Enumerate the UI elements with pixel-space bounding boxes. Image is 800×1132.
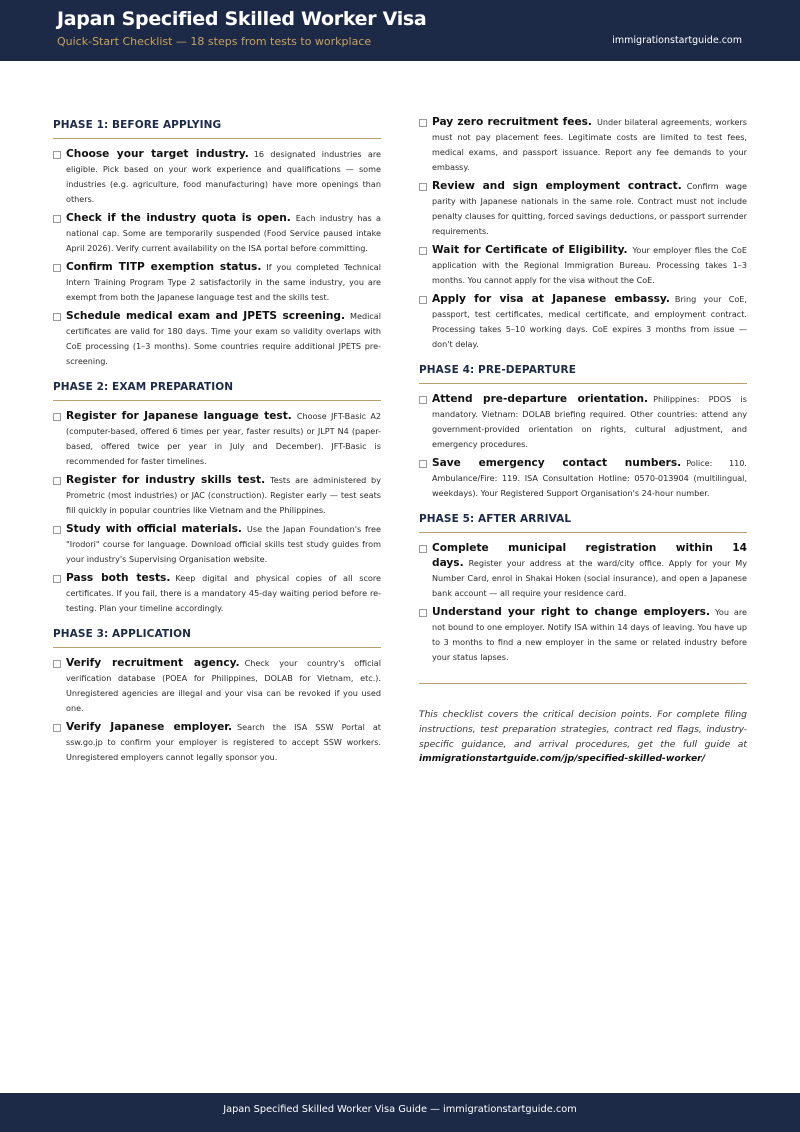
checkbox[interactable] [419,247,427,255]
left-column [53,111,381,769]
checklist-item [419,292,747,352]
item-title: Understand your right to change employers. [432,606,711,618]
note-text: This checklist covers the critical decision points. For complete filing instructions, test preparation strategies, contract red flags, industry-specific guidance, and arrival procedures, get the full guide at [419,709,747,750]
checkbox[interactable] [419,119,427,127]
checkbox[interactable] [53,151,61,159]
checklist-item [53,473,381,518]
guide-link[interactable]: immigrationstartguide.com/jp/specified-skilled-worker/ [419,753,706,765]
page-title: Japan Specified Skilled Worker Visa [57,8,427,30]
checkbox[interactable] [53,215,61,223]
phase-5-heading: PHASE 5: AFTER ARRIVAL [419,505,747,533]
checkbox[interactable] [53,660,61,668]
item-text: Check your country's official verification database (POEA for Philippines, DOLAB for Vietnam, etc.). Unregistered agencies are illegal and your visa can be revoked if you used one. [66,658,381,713]
checklist-item [53,309,381,369]
checkbox[interactable] [53,724,61,732]
checklist-item [419,541,747,601]
item-text: If you completed Technical Intern Training Program Type 2 satisfactorily in the same industry, you are exempt from both the Japanese language test and the skills test. [66,262,382,302]
checkbox[interactable] [419,296,427,304]
page-footer [0,1093,800,1132]
checklist-item [53,522,381,567]
item-text: Confirm wage parity with Japanese nationals in the same role. Contract must not include penalty clauses for quitting, forced savings deductions, or passport surrender requirements. [432,181,748,236]
item-text: Bring your CoE, passport, test certificates, medical certificate, and employment contract. Processing takes 5–10 working days. CoE expires 3 months from issue — don't delay. [432,294,747,349]
phase-2-heading: PHASE 2: EXAM PREPARATION [53,373,381,401]
page-header [0,0,800,61]
checkbox[interactable] [419,609,427,617]
item-title: Verify recruitment agency. [66,657,240,669]
item-text: Register your address at the ward/city office. Apply for your My Number Card, enrol in Shakai Hoken (social insurance), and open a Japanese bank account — all require your residence card. [432,558,747,598]
item-title: Study with official materials. [66,523,242,535]
closing-note [419,708,747,767]
item-title: Save emergency contact numbers. [432,457,682,469]
item-text: Under bilateral agreements, workers must not pay placement fees. Legitimate costs are limited to test fees, medical exams, and passport issuance. Report any fee demands to your embassy. [432,117,747,172]
checklist-item [53,409,381,469]
phase-1-heading: PHASE 1: BEFORE APPLYING [53,111,381,139]
page-subtitle: Quick-Start Checklist — 18 steps from tests to workplace [57,35,372,48]
item-title: Pay zero recruitment fees. [432,116,592,128]
checklist-item [53,720,381,765]
item-text: Tests are administered by Prometric (most industries) or JAC (construction). Register early — test seats fill quickly in popular countries like Vietnam and the Philippines. [66,475,381,515]
checkbox[interactable] [53,575,61,583]
item-title: Wait for Certificate of Eligibility. [432,244,628,256]
checkbox[interactable] [419,183,427,191]
item-title: Review and sign employment contract. [432,180,682,192]
item-title: Register for industry skills test. [66,474,266,486]
item-text: You are not bound to one employer. Notify ISA within 14 days of leaving. You have up to 3 months to find a new employer in the same or related industry before your status lapses. [432,607,747,662]
checkbox[interactable] [419,396,427,404]
item-title: Check if the industry quota is open. [66,212,291,224]
item-title: Pass both tests. [66,572,171,584]
item-title: Complete municipal registration within 14 days. [432,542,747,569]
item-text: Choose JFT-Basic A2 (computer-based, offered 6 times per year, faster results) or JLPT N4 (paper-based, offered twice per year in July and December). JFT-Basic is recommended for faster timelines. [66,411,382,466]
checklist-item [53,260,381,305]
checklist-item [419,115,747,175]
phase-3-heading: PHASE 3: APPLICATION [53,620,381,648]
checklist-item [419,243,747,288]
note-divider [419,683,747,684]
item-text: Police: 110. Ambulance/Fire: 119. ISA Consultation Hotline: 0570-013904 (multilingual, weekdays). Your Registered Support Organisation's 24-hour number. [432,458,747,498]
checklist-item [419,392,747,452]
checklist-item [53,571,381,616]
phase-4-heading: PHASE 4: PRE-DEPARTURE [419,356,747,384]
item-text: 16 designated industries are eligible. Pick based on your work experience and qualifications — some industries (e.g. agriculture, food manufacturing) have more openings than others. [66,149,382,204]
checkbox[interactable] [419,545,427,553]
checkbox[interactable] [53,264,61,272]
item-title: Schedule medical exam and JPETS screening. [66,310,345,322]
item-text: Philippines: PDOS is mandatory. Vietnam: DOLAB briefing required. Other countries: attend any government-provided orientation on rights, cultural adjustment, and emergency procedures. [432,394,747,449]
checkbox[interactable] [53,526,61,534]
item-title: Verify Japanese employer. [66,721,232,733]
footer-text: Japan Specified Skilled Worker Visa Guide — immigrationstartguide.com [223,1104,577,1115]
item-title: Apply for visa at Japanese embassy. [432,293,670,305]
item-text: Search the ISA SSW Portal at ssw.go.jp to confirm your employer is registered to accept SSW workers. Unregistered employers cannot legally sponsor you. [66,722,381,762]
checklist-item [53,147,381,207]
header-site-link[interactable]: immigrationstartguide.com [612,35,742,46]
item-text: Medical certificates are valid for 180 days. Time your exam so validity overlaps with CoE processing (1–3 months). Some countries require additional JPETS pre-screening. [66,311,381,366]
checklist-item [419,605,747,665]
checkbox[interactable] [53,413,61,421]
checkbox[interactable] [53,313,61,321]
checkbox[interactable] [419,460,427,468]
item-text: Each industry has a national cap. Some are temporarily suspended (Food Service paused intake April 2026). Verify current availability on the ISA portal before committing. [66,213,382,253]
item-title: Confirm TITP exemption status. [66,261,262,273]
checklist-item [419,456,747,501]
item-title: Register for Japanese language test. [66,410,292,422]
item-text: Your employer files the CoE application with the Regional Immigration Bureau. Processing takes 1–3 months. You cannot apply for the visa without the CoE. [432,245,747,285]
checklist-item [53,211,381,256]
checklist-item [53,656,381,716]
item-text: Keep digital and physical copies of all score certificates. If you fail, there is a mandatory 45-day waiting period before re-testing. Plan your timeline accordingly. [66,573,381,613]
item-title: Attend pre-departure orientation. [432,393,649,405]
checklist-item [419,179,747,239]
right-column [419,115,747,767]
item-text: Use the Japan Foundation's free "Irodori" course for language. Download official skills test study guides from your industry's Supervising Organisation website. [66,524,381,564]
item-title: Choose your target industry. [66,148,249,160]
checkbox[interactable] [53,477,61,485]
